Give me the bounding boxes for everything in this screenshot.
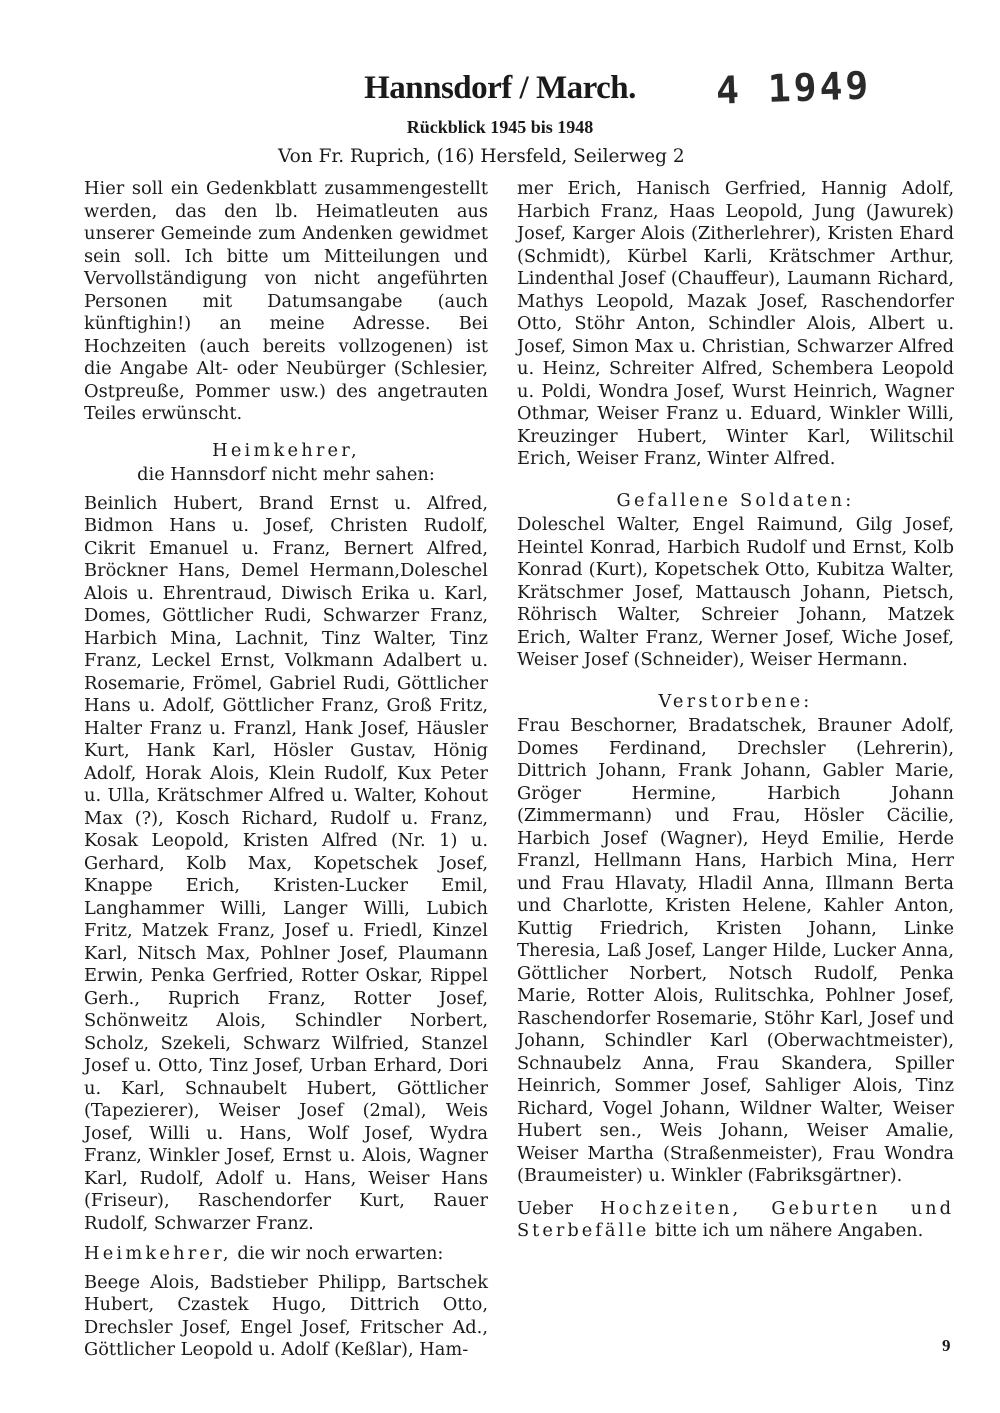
right-column [517,178,954,1243]
page-number: 9 [942,1336,951,1355]
section-heading-heimkehrer: Heimkehrer, [212,439,360,461]
page-subtitle: Rückblick 1945 bis 1948 [406,117,594,137]
closing-rest: bitte ich um nähere Angaben. [655,1220,924,1241]
verstorbene-list: Frau Beschorner, Bradatschek, Brauner Adolf, Domes Ferdinand, Drechsler (Lehrerin), Dittrich Johann, Frank Johann, Gabler Marie, Gröger Hermine, Harbich Johann (Zimmermann) und Frau, Hösler Cäcilie, Harbich Josef (Wagner), Heyd Emilie, Herde Franzl, Hellmann Hans, Harbich Mina, Herr und Frau Hlavaty, Hladil Anna, Illmann Berta und Charlotte, Kristen Helene, Kahler Anton, Kuttig Friedrich, Kristen Johann, Linke Theresia, Laß Josef, Langer Hilde, Lucker Anna, Göttlicher Norbert, Notsch Rudolf, Penka Marie, Rotter Alois, Rulitschka, Pohlner Josef, Raschendorfer Rosemarie, Stöhr Karl, Josef und Johann, Schindler Karl (Oberwachtmeister), Schnaubelz Anna, Frau Skandera, Spiller Heinrich, Sommer Josef, Sahliger Alois, Tinz Richard, Vogel Johann, Wildner Walter, Weiser Hubert sen., Weis Johann, Weiser Amalie, Weiser Martha (Straßenmeister), Frau Wondra (Braumeister) u. Winkler (Fabriksgärtner). [517,715,954,1186]
section-heading-verstorbene: Verstorbene: [658,690,813,712]
author-line: Von Fr. Ruprich, (16) Hersfeld, Seilerweg 2 [278,146,685,167]
section-heading-gefallene: Gefallene Soldaten: [616,489,855,511]
erwartet-heading-spaced: Heimkehrer, [84,1243,232,1264]
left-column [84,178,488,1362]
date-stamp: 4 1949 [715,63,873,113]
closing-lead: Ueber [517,1197,573,1219]
heimkehrer-list: Beinlich Hubert, Brand Ernst u. Alfred, Bidmon Hans u. Josef, Christen Rudolf, Cikrit Emanuel u. Franz, Bernert Alfred, Bröckner Hans, Demel Hermann,Doleschel Alois u. Ehrentraud, Diwisch Erika u. Karl, Domes, Göttlicher Rudi, Schwarzer Franz, Harbich Mina, Lachnit, Tinz Walter, Tinz Franz, Leckel Ernst, Volkmann Adalbert u. Rosemarie, Frömel, Gabriel Rudi, Göttlicher Hans u. Adolf, Göttlicher Franz, Groß Fritz, Halter Franz u. Franzl, Hank Josef, Häusler Kurt, Hank Karl, Hösler Gustav, Hönig Adolf, Horak Alois, Klein Rudolf, Kux Peter u. Ulla, Krätschmer Alfred u. Walter, Kohout Max (?), Kosch Richard, Rudolf u. Franz, Kosak Leopold, Kristen Alfred (Nr. 1) u. Gerhard, Kolb Max, Kopetschek Josef, Knappe Erich, Kristen-Lucker Emil, Langhammer Willi, Langer Willi, Lubich Fritz, Matzek Franz, Josef u. Friedl, Kinzel Karl, Nitsch Max, Pohlner Josef, Plaumann Erwin, Penka Gerfried, Rotter Oskar, Rippel Gerh., Ruprich Franz, Rotter Josef, Schönweitz Alois, Schindler Norbert, Scholz, Szekeli, Schwarz Wilfried, Stanzel Josef u. Otto, Tinz Josef, Urban Erhard, Dori u. Karl, Schnaubelt Hubert, Göttlicher (Tapezierer), Weiser Josef (2mal), Weis Josef, Willi u. Hans, Wolf Josef, Wydra Franz, Winkler Josef, Ernst u. Alois, Wagner Karl, Rudolf, Adolf u. Hans, Weiser Hans (Friseur), Raschendorfer Kurt, Rauer Rudolf, Schwarzer Franz. [84,492,488,1234]
intro-paragraph: Hier soll ein Gedenkblatt zusammengestellt werden, das den lb. Heimatleuten aus unserer Gemeinde zum Andenken gewidmet sein soll. Ich bitte um Mitteilungen und Vervollständigung von nicht angeführten Personen mit Datumsangabe (auch künftighin!) an meine Adresse. Bei Hochzeiten (auch bereits vollzogenen) ist die Angabe Alt- oder Neubürger (Schlesier, Ostpreuße, Pommer usw.) des angetrauten Teiles erwünscht. [84,178,488,424]
erwartet-list-part1: Beege Alois, Badstieber Philipp, Bartschek Hubert, Czastek Hugo, Dittrich Otto, Drechsler Josef, Engel Josef, Fritscher Ad., Göttlicher Leopold u. Adolf (Keßlar), Ham- [84,1271,488,1360]
section-heading-erwartet [84,1243,488,1266]
erwartet-list-part2: mer Erich, Hanisch Gerfried, Hannig Adolf, Harbich Franz, Haas Leopold, Jung (Jawurek) Josef, Karger Alois (Zitherlehrer), Kristen Ehard (Schmidt), Kürbel Karli, Krätschmer Arthur, Lindenthal Josef (Chauffeur), Laumann Richard, Mathys Leopold, Mazak Josef, Raschendorfer Otto, Stöhr Anton, Schindler Alois, Albert u. Josef, Simon Max u. Christian, Schwarzer Alfred u. Heinz, Schreiter Alfred, Schembera Leopold u. Poldi, Wondra Josef, Wurst Heinrich, Wagner Othmar, Weiser Franz u. Eduard, Winkler Willi, Kreuzinger Hubert, Winter Karl, Wilitschil Erich, Weiser Franz, Winter Alfred. [517,178,954,469]
page-title: Hannsdorf / March. [364,70,636,106]
erwartet-heading-rest: die wir noch erwarten: [237,1243,444,1264]
closing-paragraph [517,1198,954,1243]
gefallene-list: Doleschel Walter, Engel Raimund, Gilg Josef, Heintel Konrad, Harbich Rudolf und Ernst, Kolb Konrad (Kurt), Kopetschek Otto, Kubitza Walter, Krätschmer Josef, Mattausch Johann, Pietsch, Röhrisch Walter, Schreier Johann, Matzek Erich, Walter Franz, Werner Josef, Wiche Josef, Weiser Josef (Schneider), Weiser Hermann. [517,514,954,670]
closing-spaced: Hochzeiten, Geburten und Sterbefälle [517,1197,954,1241]
section-subheading-heimkehrer: die Hannsdorf nicht mehr sahen: [137,464,435,485]
